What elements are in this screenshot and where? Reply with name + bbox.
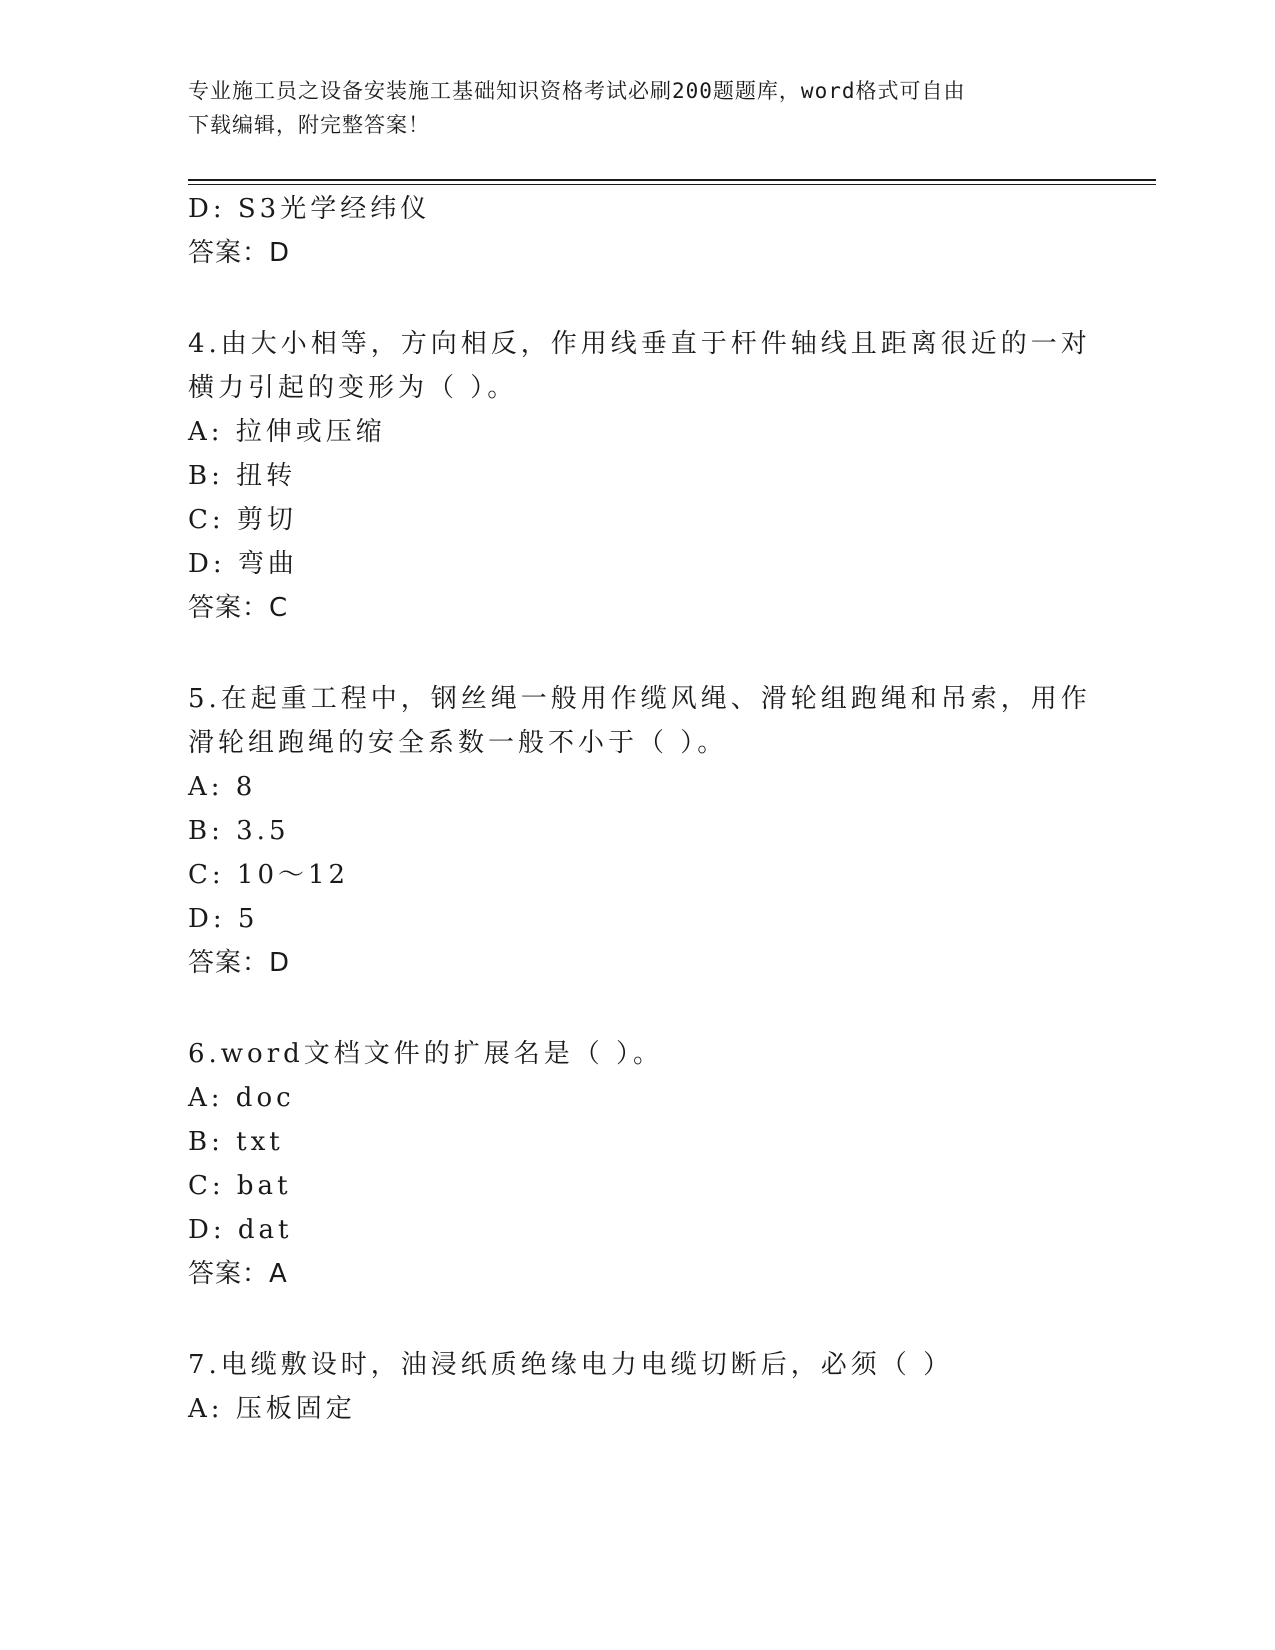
q5-option-a: A: 8 (188, 772, 257, 802)
q6-option-c: C: bat (188, 1171, 292, 1201)
q6-option-d: D: dat (188, 1215, 293, 1245)
q6-option-a: A: doc (188, 1083, 295, 1113)
q5-option-d: D: 5 (188, 904, 259, 934)
q4-option-b: B: 扭转 (188, 461, 297, 491)
q4-option-a: A: 拉伸或压缩 (188, 417, 386, 447)
q7-option-a: A: 压板固定 (188, 1394, 356, 1424)
q6-option-b: B: txt (188, 1127, 284, 1157)
document-header (188, 74, 1088, 142)
header-divider-thick (188, 179, 1156, 181)
q4-stem-line-2: 横力引起的变形为（ ）。 (188, 373, 518, 403)
q6-stem-line-1: 6.word文档文件的扩展名是（ ）。 (188, 1039, 664, 1069)
q3-answer: 答案：D (188, 238, 291, 268)
q4-option-c: C: 剪切 (188, 505, 297, 535)
header-line-2: 下载编辑，附完整答案！ (188, 113, 430, 137)
q3-option-d: D: S3光学经纬仪 (188, 194, 431, 224)
header-line-1: 专业施工员之设备安装施工基础知识资格考试必刷200题题库，word格式可自由 (188, 79, 966, 103)
q5-option-b: B: 3.5 (188, 816, 290, 846)
header-divider-thin (188, 184, 1156, 185)
q4-answer: 答案：C (188, 593, 289, 623)
q5-stem-line-2: 滑轮组跑绳的安全系数一般不小于（ ）。 (188, 728, 728, 758)
q5-stem-line-1: 5.在起重工程中，钢丝绳一般用作缆风绳、滑轮组跑绳和吊索，用作 (188, 684, 1091, 714)
q4-stem-line-1: 4.由大小相等，方向相反，作用线垂直于杆件轴线且距离很近的一对 (188, 329, 1091, 359)
q6-answer: 答案：A (188, 1259, 288, 1289)
q5-option-c: C: 10～12 (188, 860, 350, 890)
q7-stem-line-1: 7.电缆敷设时，油浸纸质绝缘电力电缆切断后，必须（ ） (188, 1350, 954, 1380)
q5-answer: 答案：D (188, 948, 291, 978)
q4-option-d: D: 弯曲 (188, 549, 298, 579)
